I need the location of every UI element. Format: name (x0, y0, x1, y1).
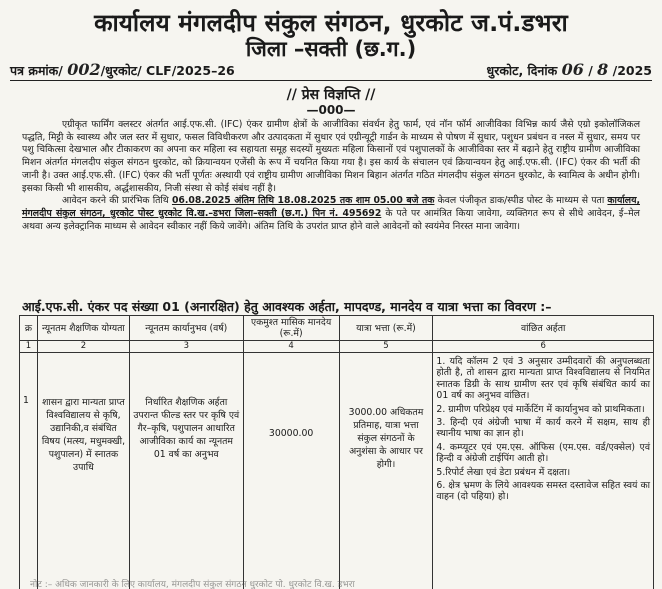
date-day-handwritten: 06 (561, 60, 584, 79)
reference-line (10, 58, 652, 81)
col-number: 5 (339, 341, 433, 353)
cell-qualification: शासन द्वारा मान्यता प्राप्त विश्वविद्यालय से कृषि, उद्यानिकी,व संबंधित विषय (मत्स्य, मधुमक्खी, पशुपालन) में स्नातक उपाधि (37, 353, 129, 589)
application-terms: के पते पर आमंत्रित किया जावेगा, व्यक्तिगत रूप से सीधे आवेदन, ई–मेल अथवा अन्य इलेक्ट्रानिक माध्यम से आवेदन स्वीकार नहीं किये जावेंगे। अंतिम तिथि के उपरांत प्राप्त होने वाले आवेदनों को स्वयंमेव निरस्त माना जावेगा। (22, 207, 640, 232)
header-experience: न्यूनतम कार्यानुभव (वर्ष) (129, 316, 243, 341)
paragraph-application (22, 195, 640, 233)
application-mode: केवल पंजीकृत डाक/स्पीड पोस्ट के माध्यम से पता (437, 195, 605, 207)
col-number: 6 (433, 341, 654, 353)
cell-serial: 1 (20, 353, 38, 589)
ref-number-handwritten: 002 (67, 60, 101, 79)
header-honorarium: एकमुश्त मासिक मानदेय (रू.में) (243, 316, 339, 341)
table-column-number-row (20, 341, 654, 353)
list-item: 6. क्षेत्र भ्रमण के लिये आवश्यक समस्त दस्तावेज सहित स्वयं का वाहन (दो पहिया) हो। (436, 480, 650, 503)
application-address: कार्यालय, मंगलदीप संकुल संगठन, धुरकोट पोस्ट धुरकोट वि.ख.–डभरा जिला–सक्ती (छ.ग.) पिन नं. 495692 (22, 195, 640, 219)
list-item: 2. ग्रामीण परिप्रेक्ष्य एवं मार्केटिंग में कार्यानुभव को प्राथमिकता। (436, 403, 645, 415)
title-separator: —000— (306, 103, 356, 117)
col-number: 1 (20, 341, 38, 353)
eligibility-table (19, 315, 654, 589)
desired-qualification-list (436, 356, 650, 503)
header-serial: क्र (20, 316, 38, 341)
footer-note-partial: नोट :– अधिक जानकारी के लिए कार्यालय, मंगलदीप संकुल संगठन धुरकोट पो. धुरकोट वि.ख. डभरा (30, 580, 355, 589)
district-title: जिला –सक्ती (छ.ग.) (245, 37, 417, 61)
cell-desired-qualification (433, 353, 654, 589)
cell-travel-allowance: 3000.00 अधिकतम प्रतिमाह, यात्रा भत्ता संकुल संगठनों के अनुशंसा के आधार पर होगी। (339, 353, 433, 589)
cell-experience: निर्धारित शैक्षणिक अर्हता उपरान्त फील्ड स्तर पर कृषि एवं गैर–कृषि, पशुपालन आधारित आजीविका कार्य का न्यूनतम 01 वर्ष का अनुभव (129, 353, 243, 589)
list-item: 1. यदि कॉलम 2 एवं 3 अनुसार उम्मीदवारों की अनुपलब्धता होती है, तो शासन द्वारा मान्यता प्राप्त विश्वविद्यालय से नियमित स्नातक डिग्री के साथ ग्रामीण स्तर एवं कृषि संबंधित कार्य का 01 वर्ष का अनुभव वांछित। (436, 356, 650, 402)
table-row (20, 353, 654, 589)
application-start-label: आवेदन करने की प्रारंभिक तिथि (62, 195, 169, 207)
date-label: धुरकोट, दिनांक (486, 63, 558, 78)
header-qualification: न्यूनतम शैक्षणिक योग्यता (37, 316, 129, 341)
col-number: 2 (37, 341, 129, 353)
header-travel-allowance: यात्रा भत्ता (रू.में) (339, 316, 433, 341)
list-item: 4. कम्प्यूटर एवं एम.एस. ऑफिस (एम.एस. वर्ड/एक्सेल) एवं हिन्दी व अंग्रेजी टाईपिंग आती हो। (436, 441, 650, 465)
ref-suffix: /धुरकोट/ CLF/2025–26 (100, 63, 235, 78)
col-number: 3 (129, 341, 243, 353)
col-number: 4 (243, 341, 339, 353)
table-header-row (20, 316, 654, 341)
ref-label: पत्र क्रमांक/ (10, 63, 63, 78)
date-year: /2025 (612, 63, 652, 78)
press-release-title: // प्रेस विज्ञप्ति // (286, 87, 376, 103)
application-dates: 06.08.2025 अंतिम तिथि 18.08.2025 तक शाम 05.00 बजे तक (171, 195, 435, 207)
list-item: 3. हिन्दी एवं अंग्रेजी भाषा में कार्य करने में सक्षम, साथ ही स्थानीय भाषा का ज्ञान हो। (436, 417, 650, 440)
header-desired-qualification: वांछित अर्हता (433, 316, 654, 341)
letter-reference (10, 60, 235, 79)
letter-date: धुरकोट, दिनांक 06 / 8 /2025 (486, 60, 652, 79)
post-details-heading: आई.एफ.सी. एंकर पद संख्या 01 (अनारक्षित) हेतु आवश्यक अर्हता, मापदण्ड, मानदेय व यात्रा भत्ता का विवरण :– (22, 299, 552, 314)
organization-title: कार्यालय मंगलदीप संकुल संगठन, धुरकोट ज.पं.डभरा (94, 9, 568, 37)
body-text (22, 119, 640, 233)
paragraph-intro: एग्रीकृत फार्मिंग क्लस्टर अंतर्गत आई.एफ.सी. (IFC) एंकर ग्रामीण क्षेत्रों के आजीविका संवर्धन हेतु फार्म, एवं नॉन फॉर्म आजीविका विभिन्न कार्य जैसे एग्रो इकोलॉजिकल पद्धति, मिट्टी के स्वास्थ्य और जल स्तर में सुधार, फसल विविधीकरण और उत्पादकता में सुधार एवं एग्रीन्यूट्री गार्डन के माध्यम से पोषण में सुधार, पशुधन प्रबंधन व नस्ल में सुधार, समय पर पशु चिकित्सा देखभाल और टीकाकरण का अपना कर महिला स्व सहायता समूह सदस्यों मुख्यतः महिला किसानों एवं पशुपालकों के आजीविका स्तर में बढ़ाने हेतु राष्ट्रीय ग्रामीण आजीविका मिशन अंतर्गत मंगलदीप संकुल संगठन धुरकोट, को क्रियान्वयन एजेंसी के रूप में चयनित किया गया है। इस कार्य के संचालन एवं क्रियान्वयन हेतु आई.एफ.सी. (IFC) एंकर की भर्ती की जानी है। उक्त आई.एफ.सी. (IFC) एंकर की भर्ती पूर्णतः अस्थायी एवं राष्ट्रीय ग्रामीण आजीविका मिशन बिहान अंतर्गत गठित मंगलदीप संकुल संगठन धुरकोट, के स्वामित्व के अधीन होगी। इसका किसी भी शासकीय, अर्द्धशासकीय, निजी संस्था से कोई संबंध नहीं है। (22, 119, 640, 194)
cell-honorarium: 30000.00 (243, 353, 339, 589)
list-item: 5.रिपोर्ट लेखा एवं डेटा प्रबंधन में दक्षता। (436, 466, 571, 478)
date-month-handwritten: 8 (597, 60, 609, 79)
